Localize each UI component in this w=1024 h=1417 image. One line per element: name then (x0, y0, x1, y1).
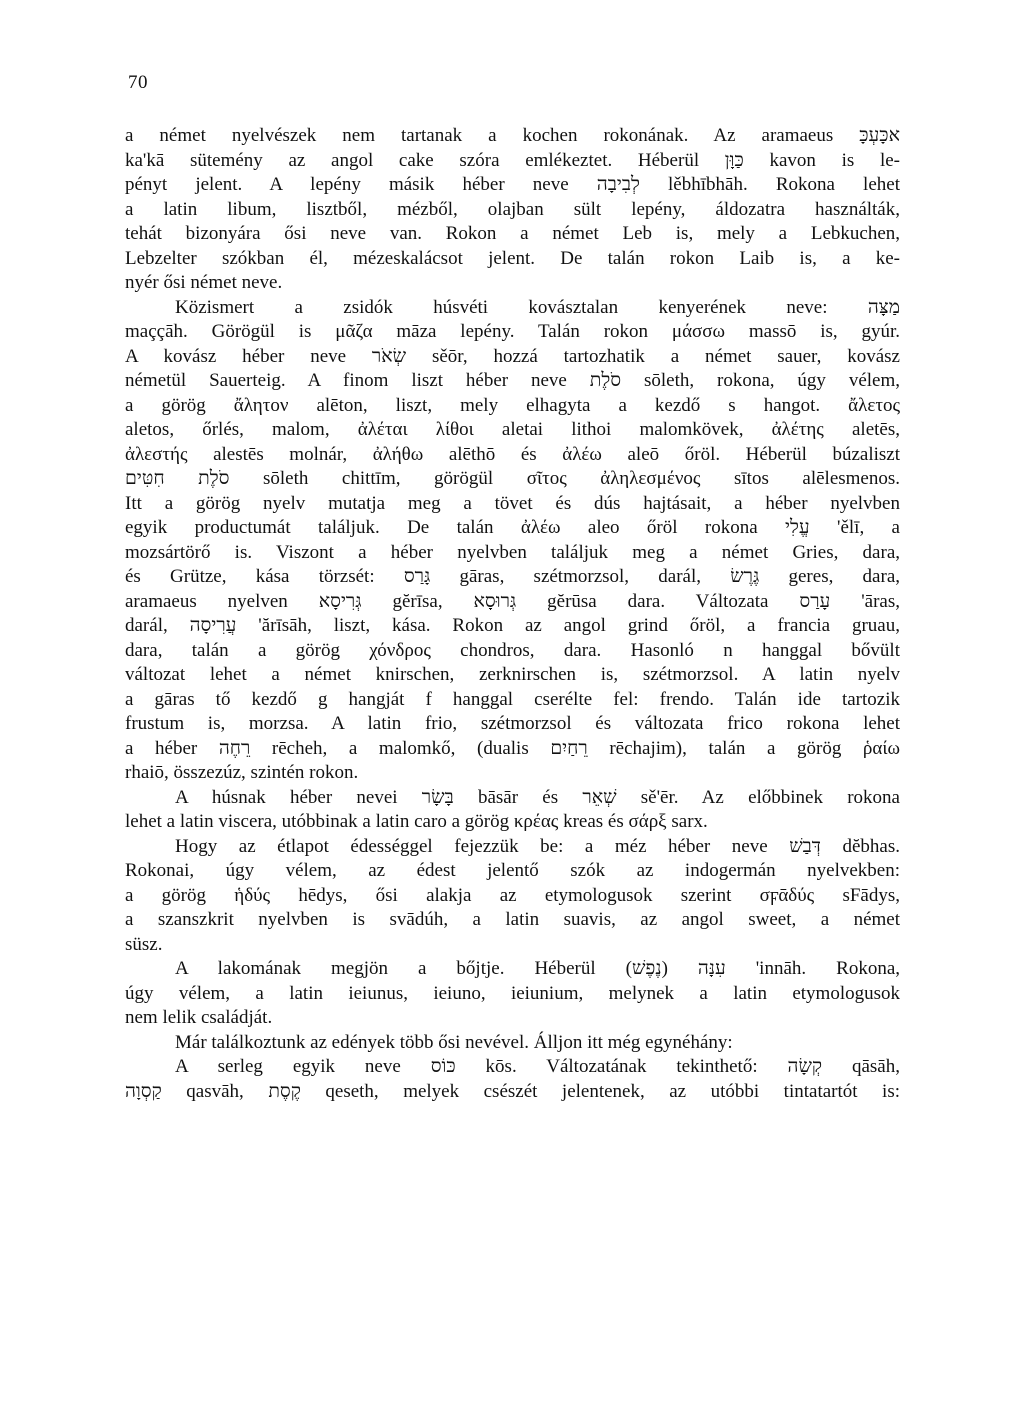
text-line: aramaeus nyelven גְּרִיסָא gĕrīsa, גְּרוּסָא gĕrūsa dara. Változata עָרַס 'āras, (125, 590, 900, 612)
text-line: mozsártörő is. Viszont a héber nyelvben találjuk meg a német Gries, dara, (125, 541, 900, 563)
text-line: a német nyelvészek nem tartanak a kochen rokonának. Az aramaeus אכָּעְכָּ (125, 125, 900, 146)
text-line: A kovász héber neve שְׂאֹר sěōr, hozzá tartozhatik a német sauer, kovász (125, 345, 900, 367)
text-line: frustum is, morzsa. A latin frio, szétmorzsol és változata frico rokona lehet (125, 713, 900, 734)
text-line: egyik productumát találjuk. De talán ἀλέω aleo őröl rokona עֱלִי 'ělī, a (125, 517, 900, 538)
text-line: A serleg egyik neve כּוֹס kōs. Változatának tekinthető: קְשָׂה qāsāh, (175, 1056, 900, 1077)
text-line: a görög ἄλητον alēton, liszt, mely elhagyta a kezdő s hangot. ἄλετος (125, 394, 900, 416)
body-text (125, 124, 900, 1104)
text-line: darál, עֲרִיסָה 'ărīsāh, liszt, kása. Rokon az angol grind őröl, a francia gruau, (125, 615, 900, 636)
text-line: süsz. (125, 933, 163, 955)
text-line: nem lelik családját. (125, 1007, 273, 1028)
text-line: קַסְוָה qasvāh, קֶסֶת qeseth, melyek csészét jelentenek, az utóbbi tintatartót is: (125, 1080, 901, 1102)
text-line: Közismert a zsidók húsvéti kovásztalan kenyerének neve: מַצָּה (175, 296, 900, 318)
page-number: 70 (128, 72, 148, 93)
text-line: a gāras tő kezdő g hangját f hanggal cserélte fel: frendo. Talán ide tartozik (125, 688, 900, 710)
text-line: a szanszkrit nyelvben is svādúh, a latin suavis, az angol sweet, a német (125, 909, 900, 930)
text-line: aletos, őrlés, malom, ἀλέται λίθοι aletai lithoi malomkövek, ἀλέτης aletēs, (125, 419, 900, 440)
text-line: Már találkoztunk az edények több ősi nevével. Álljon itt még egynéhány: (175, 1031, 733, 1053)
text-line: rhaiō, összezúz, szintén rokon. (125, 762, 359, 783)
text-line: Lebzelter szókban él, mézeskalácsot jelent. De talán rokon Laib is, a ke- (125, 247, 900, 269)
text-line: a görög ἡδύς hēdys, ősi alakja az etymologusok szerint σϝᾱδύς sFādys, (125, 884, 900, 906)
text-line: úgy vélem, a latin ieiunus, ieiuno, ieiunium, melynek a latin etymologusok (125, 982, 900, 1004)
text-line: a héber רֵחֶה rēcheh, a malomkő, (dualis רֵחַיִם rēchajim), talán a görög ῥαίω (125, 737, 900, 759)
text-line: A lakomának megjön a bőjtje. Héberül (נֶפֶשׁ) עִנָּה 'innāh. Rokona, (175, 958, 900, 979)
text-line: és Grütze, kása törzsét: גָּרַס gāras, szétmorzsol, darál, גֶּרֶשׂ geres, dara, (125, 566, 901, 587)
text-line: pényt jelent. A lepény másik héber neve לְבִיבָה lěbhībhāh. Rokona lehet (125, 174, 900, 195)
text-line: lehet a latin viscera, utóbbinak a latin caro a görög κρέας kreas és σάρξ sarx. (125, 811, 708, 832)
text-line: Hogy az étlapot édességgel fejezzük be: a méz héber neve דְּבַשׁ dĕbhas. (175, 835, 901, 857)
text-line: dara, talán a görög χόνδρος chondros, dara. Hasonló n hanggal bővült (125, 639, 900, 661)
text-line: A húsnak héber nevei בָּשָׂר bāsār és שְׁאֵר sě'ēr. Az előbbinek rokona (175, 786, 900, 808)
text-line: németül Sauerteig. A finom liszt héber neve סֹלֶת sōleth, rokona, úgy vélem, (125, 370, 900, 391)
text-line: Rokonai, úgy vélem, az édest jelentő szók az indogermán nyelvekben: (125, 860, 900, 881)
text-line: maççāh. Görögül is μᾶζα māza lepény. Talán rokon μάσσω massō is, gyúr. (125, 321, 900, 342)
text-line: nyér ősi német neve. (125, 272, 283, 293)
text-line: a latin libum, lisztből, mézből, olajban sült lepény, áldozatra használták, (125, 198, 900, 220)
text-line: ἀλεστής alestēs molnár, ἀλήθω alēthō és ἀλέω aleō őröl. Héberül búzaliszt (125, 443, 900, 465)
text-line: változat lehet a német knirschen, zerknirschen is, szétmorzsol. A latin nyelv (125, 664, 900, 685)
text-line: Itt a görög nyelv mutatja meg a tövet és dús hajtásait, a héber nyelvben (125, 492, 900, 514)
text-line: סֹלֶת חִטִּים sōleth chittīm, görögül σῖτος ἀληλεσμένος sītos alēlesmenos. (125, 468, 900, 489)
text-line: tehát bizonyára ősi neve van. Rokon a német Leb is, mely a Lebkuchen, (125, 223, 900, 244)
text-line: ka'kā sütemény az angol cake szóra emlékeztet. Héberül כַּוָּן kavon is le- (125, 149, 901, 171)
